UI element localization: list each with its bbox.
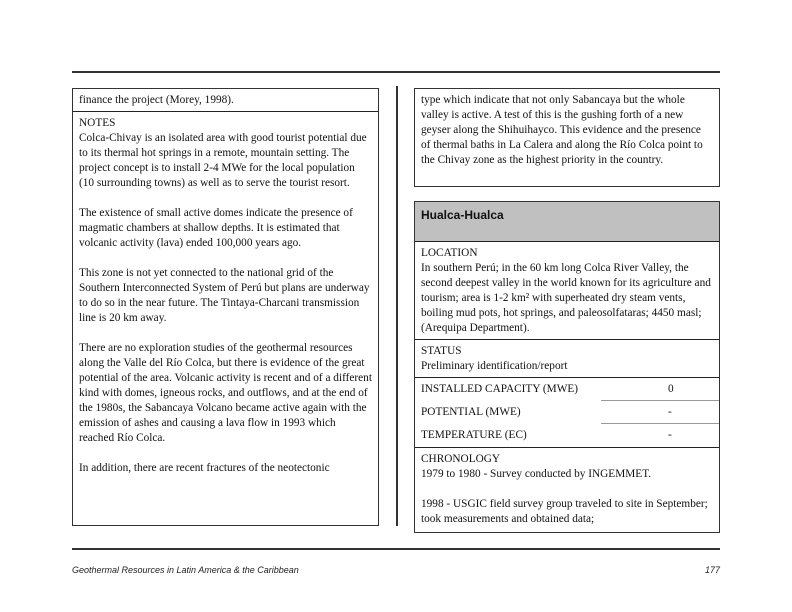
notes-cell xyxy=(73,112,378,479)
site-table xyxy=(414,201,720,533)
status-heading: STATUS xyxy=(421,345,462,357)
status-text: Preliminary identification/report xyxy=(421,360,568,372)
page-number: 177 xyxy=(704,565,720,575)
location-cell xyxy=(415,242,719,340)
location-heading: LOCATION xyxy=(421,247,478,259)
metric-row-installed-capacity xyxy=(415,378,719,401)
bottom-rule xyxy=(72,548,720,550)
right-continuation-box xyxy=(414,88,720,187)
continuation-cell xyxy=(73,89,378,112)
metric-label: POTENTIAL (MWE) xyxy=(421,406,521,418)
chronology-heading: CHRONOLOGY xyxy=(421,453,501,465)
metric-label: INSTALLED CAPACITY (MWE) xyxy=(421,383,579,395)
column-divider xyxy=(396,86,398,526)
metric-label: TEMPERATURE (ЕC) xyxy=(421,429,527,441)
metrics-block xyxy=(415,378,719,448)
metric-row-potential xyxy=(415,401,719,424)
metric-value: - xyxy=(668,429,672,441)
continuation-cell xyxy=(415,89,719,171)
metric-value: - xyxy=(668,406,672,418)
left-column-box xyxy=(72,88,379,526)
continuation-text: finance the project (Morey, 1998). xyxy=(79,94,234,106)
notes-paragraph: This zone is not yet connected to the national grid of the Southern Interconnected System of Perú but plans are underway to do so in the near future. The Tintaya-Charcani transmission line is 20 km away. xyxy=(79,267,370,324)
chronology-entry: 1979 to 1980 - Survey conducted by INGEMMET. xyxy=(421,468,652,480)
notes-paragraph: Colca-Chivay is an isolated area with good tourist potential due to its thermal hot springs in a remote, mountain setting. The project concept is to install 2-4 MWe for the local population (10 surrounding towns) as well as to serve the tourist resort. xyxy=(79,132,367,189)
chronology-entry: 1998 - USGIC field survey group traveled to site in September; took measurements and obtained data; xyxy=(421,498,708,525)
footer-title: Geothermal Resources in Latin America & the Caribbean xyxy=(72,565,299,575)
notes-paragraph: In addition, there are recent fractures of the neotectonic xyxy=(79,462,330,474)
notes-heading: NOTES xyxy=(79,117,116,129)
status-cell xyxy=(415,340,719,378)
site-name-header: Hualca-Hualca xyxy=(415,202,719,242)
notes-paragraph: There are no exploration studies of the geothermal resources along the Valle del Río Colca, but there is evidence of the great potential of the area. Volcanic activity is recent and of a different kind with domes, igneous rocks, and outflows, and at the end of the 1980s, the Sabancaya Volcano became active again with the emission of ashes and causing a lava flow in 1993 which reached Río Colca. xyxy=(79,342,372,444)
continuation-text: type which indicate that not only Sabancaya but the whole valley is active. A test of this is the gushing forth of a new geyser along the Shihuihayco. This evidence and the presence of thermal baths in La Calera and along the Río Colca point to the Chivay zone as the highest priority in the country. xyxy=(421,94,703,166)
notes-paragraph: The existence of small active domes indicate the presence of magmatic chambers at shallow depths. It is estimated that volcanic activity (lava) ended 100,000 years ago. xyxy=(79,207,353,249)
chronology-cell xyxy=(415,448,719,530)
location-text: In southern Perú; in the 60 km long Colca River Valley, the second deepest valley in the world known for its agriculture and tourism; area is 1-2 km² with superheated dry steam vents, boiling mud pots, hot springs, and paleosolfataras; 4450 masl; (Arequipa Department). xyxy=(421,262,711,334)
metric-value: 0 xyxy=(668,383,674,395)
top-rule xyxy=(72,71,720,73)
metric-row-temperature xyxy=(415,424,719,447)
